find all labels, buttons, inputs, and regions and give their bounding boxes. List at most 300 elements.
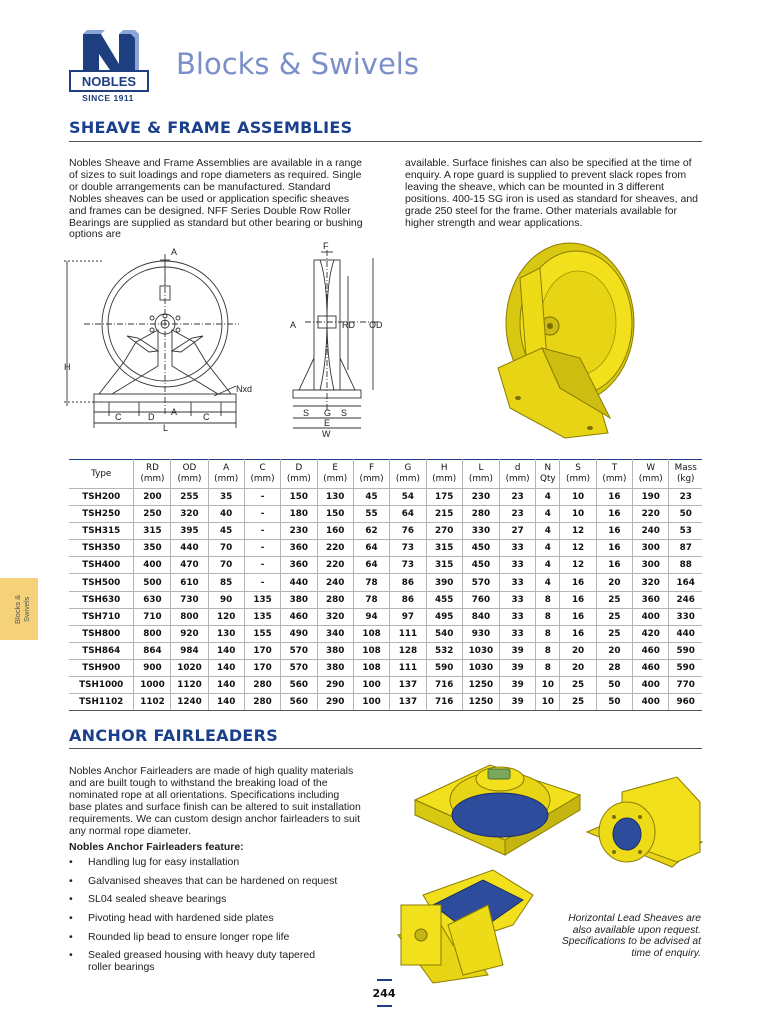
- features-list: [69, 857, 359, 981]
- table-cell: 25: [560, 694, 596, 711]
- logo-wordmark: NOBLES: [81, 74, 137, 89]
- table-cell: 380: [317, 659, 353, 676]
- svg-text:Nxd: Nxd: [236, 384, 253, 394]
- table-cell: TSH900: [69, 659, 134, 676]
- svg-text:D: D: [148, 412, 155, 422]
- table-cell: 97: [390, 608, 426, 625]
- table-cell: TSH350: [69, 540, 134, 557]
- table-cell: 170: [244, 642, 280, 659]
- list-item: • SL04 sealed sheave bearings: [69, 894, 359, 906]
- table-cell: 180: [281, 506, 317, 523]
- table-cell: 137: [390, 694, 426, 711]
- column-header: [171, 460, 208, 489]
- table-cell: 984: [171, 642, 208, 659]
- table-row: [69, 642, 702, 659]
- table-cell: 1250: [462, 694, 499, 711]
- table-cell: 137: [390, 677, 426, 694]
- column-header-unit: (mm): [323, 474, 348, 484]
- table-cell: 590: [669, 659, 702, 676]
- table-cell: 150: [317, 506, 353, 523]
- table-cell: 33: [499, 557, 535, 574]
- table-cell: 500: [134, 574, 171, 591]
- column-header-unit: (mm): [286, 474, 311, 484]
- column-header-unit: (mm): [566, 474, 591, 484]
- table-cell: 25: [596, 591, 632, 608]
- column-header: [69, 460, 134, 489]
- table-cell: 1030: [462, 642, 499, 659]
- table-cell: 73: [390, 540, 426, 557]
- table-cell: 64: [353, 540, 389, 557]
- table-cell: 78: [353, 574, 389, 591]
- table-cell: 290: [317, 677, 353, 694]
- table-cell: 87: [669, 540, 702, 557]
- table-cell: 20: [596, 642, 632, 659]
- table-cell: 470: [171, 557, 208, 574]
- table-cell: 320: [317, 608, 353, 625]
- table-cell: 39: [499, 677, 535, 694]
- table-cell: 140: [208, 694, 244, 711]
- table-cell: 175: [426, 489, 462, 506]
- table-cell: 460: [633, 642, 669, 659]
- fairleader-illustration-2: [582, 772, 707, 880]
- table-cell: 140: [208, 677, 244, 694]
- table-cell: 33: [499, 574, 535, 591]
- table-cell: TSH500: [69, 574, 134, 591]
- table-cell: 840: [462, 608, 499, 625]
- table-cell: 315: [426, 540, 462, 557]
- table-cell: 220: [317, 557, 353, 574]
- column-header-label: F: [369, 463, 375, 473]
- table-cell: 495: [426, 608, 462, 625]
- table-cell: 460: [633, 659, 669, 676]
- table-cell: -: [244, 574, 280, 591]
- table-cell: 590: [426, 659, 462, 676]
- table-cell: 610: [171, 574, 208, 591]
- table-cell: TSH710: [69, 608, 134, 625]
- svg-text:H: H: [64, 362, 71, 372]
- table-cell: 40: [208, 506, 244, 523]
- table-cell: 33: [499, 591, 535, 608]
- table-cell: 440: [281, 574, 317, 591]
- table-cell: 16: [560, 625, 596, 642]
- column-header-label: RD: [146, 463, 159, 473]
- svg-text:G: G: [324, 408, 332, 418]
- anchor-intro: Nobles Anchor Fairleaders are made of high quality materials and are built tough to withstand the breaking load of the nominated rope at all orientations. Specifications including base plates and surface finish can be altered to suit installation requirements. We can custom design anchor fairleaders to suit any normal rope diameter.: [69, 765, 361, 837]
- svg-text:A: A: [290, 320, 297, 330]
- svg-text:S: S: [303, 408, 310, 418]
- table-cell: 35: [208, 489, 244, 506]
- table-cell: 16: [596, 557, 632, 574]
- table-cell: 1000: [134, 677, 171, 694]
- page-title: Blocks & Swivels: [176, 47, 419, 81]
- table-cell: 760: [462, 591, 499, 608]
- table-cell: 8: [536, 642, 560, 659]
- column-header-label: N: [544, 463, 552, 473]
- table-cell: 23: [499, 506, 535, 523]
- table-cell: 710: [134, 608, 171, 625]
- table-cell: -: [244, 523, 280, 540]
- table-cell: 490: [281, 625, 317, 642]
- table-cell: 10: [536, 677, 560, 694]
- table-cell: -: [244, 557, 280, 574]
- table-cell: 240: [633, 523, 669, 540]
- table-cell: 400: [633, 608, 669, 625]
- table-cell: 8: [536, 608, 560, 625]
- table-cell: 4: [536, 523, 560, 540]
- table-cell: 340: [317, 625, 353, 642]
- table-cell: 1102: [134, 694, 171, 711]
- table-cell: 45: [208, 523, 244, 540]
- table-cell: 540: [426, 625, 462, 642]
- column-header-unit: (mm): [214, 474, 239, 484]
- table-row: [69, 659, 702, 676]
- table-cell: 16: [560, 591, 596, 608]
- table-cell: 108: [353, 659, 389, 676]
- column-header-unit: (mm): [468, 474, 493, 484]
- table-cell: 50: [596, 677, 632, 694]
- table-cell: 70: [208, 557, 244, 574]
- table-row: [69, 694, 702, 711]
- logo-since: SINCE 1911: [82, 93, 134, 103]
- table-row: [69, 506, 702, 523]
- front-view-drawing: [64, 246, 253, 436]
- svg-text:L: L: [163, 423, 169, 433]
- column-header-unit: (mm): [602, 474, 627, 484]
- table-cell: 1250: [462, 677, 499, 694]
- table-cell: 8: [536, 659, 560, 676]
- table-cell: 230: [462, 489, 499, 506]
- table-cell: 16: [596, 506, 632, 523]
- column-header-label: H: [440, 463, 448, 473]
- page-number: 244: [372, 987, 396, 1000]
- table-cell: 280: [462, 506, 499, 523]
- table-cell: 16: [560, 608, 596, 625]
- table-row: [69, 677, 702, 694]
- table-cell: 190: [633, 489, 669, 506]
- table-cell: 920: [171, 625, 208, 642]
- features-heading: Nobles Anchor Fairleaders feature:: [69, 841, 244, 853]
- table-body: [69, 489, 702, 711]
- table-cell: 90: [208, 591, 244, 608]
- table-cell: 930: [462, 625, 499, 642]
- table-cell: 200: [134, 489, 171, 506]
- table-cell: 590: [669, 642, 702, 659]
- table-cell: 246: [669, 591, 702, 608]
- fairleader-caption: Horizontal Lead Sheaves are also available upon request. Specifications to be advised at time of enquiry.: [561, 913, 701, 959]
- heading-rule: [69, 141, 702, 142]
- column-header-unit: (kg): [676, 474, 695, 484]
- table-cell: 128: [390, 642, 426, 659]
- table-cell: 16: [596, 489, 632, 506]
- table-cell: 1240: [171, 694, 208, 711]
- table-cell: 532: [426, 642, 462, 659]
- table-cell: 560: [281, 677, 317, 694]
- table-cell: 10: [560, 506, 596, 523]
- side-tab-label: Blocks & Swivels: [13, 594, 31, 624]
- sheave-frame-illustration: [490, 238, 650, 443]
- table-row: [69, 557, 702, 574]
- table-cell: 240: [317, 574, 353, 591]
- table-row: [69, 523, 702, 540]
- table-cell: 164: [669, 574, 702, 591]
- table-cell: 450: [462, 557, 499, 574]
- table-row: [69, 591, 702, 608]
- column-header-label: T: [611, 463, 618, 473]
- table-cell: TSH864: [69, 642, 134, 659]
- svg-text:S: S: [341, 408, 348, 418]
- table-cell: 155: [244, 625, 280, 642]
- table-cell: 16: [560, 574, 596, 591]
- column-header-unit: (mm): [250, 474, 275, 484]
- table-cell: 220: [317, 540, 353, 557]
- table-cell: 4: [536, 574, 560, 591]
- table-row: [69, 540, 702, 557]
- table-cell: 360: [281, 557, 317, 574]
- svg-text:W: W: [322, 429, 331, 439]
- column-header-label: C: [259, 463, 266, 473]
- column-header-label: D: [295, 463, 303, 473]
- table-cell: 220: [633, 506, 669, 523]
- table-cell: 140: [208, 642, 244, 659]
- table-cell: 108: [353, 642, 389, 659]
- table-cell: 160: [317, 523, 353, 540]
- table-row: [69, 489, 702, 506]
- table-cell: TSH250: [69, 506, 134, 523]
- table-cell: 64: [390, 506, 426, 523]
- table-cell: 16: [596, 540, 632, 557]
- table-cell: 1020: [171, 659, 208, 676]
- column-header-label: d: [514, 463, 521, 473]
- column-header-unit: (mm): [395, 474, 420, 484]
- table-cell: 250: [134, 506, 171, 523]
- table-cell: 64: [353, 557, 389, 574]
- table-cell: TSH800: [69, 625, 134, 642]
- table-cell: 170: [244, 659, 280, 676]
- table-cell: 50: [596, 694, 632, 711]
- column-header: [462, 460, 499, 489]
- table-cell: 770: [669, 677, 702, 694]
- table-cell: 960: [669, 694, 702, 711]
- sheave-heading: SHEAVE & FRAME ASSEMBLIES: [69, 118, 353, 137]
- table-cell: 4: [536, 540, 560, 557]
- table-cell: TSH1000: [69, 677, 134, 694]
- table-cell: 360: [633, 591, 669, 608]
- column-header-unit: (mm): [505, 474, 530, 484]
- list-item: • Galvanised sheaves that can be hardened on request: [69, 876, 359, 888]
- table-cell: 330: [669, 608, 702, 625]
- table-cell: 320: [171, 506, 208, 523]
- table-cell: 12: [560, 540, 596, 557]
- table-cell: 12: [560, 523, 596, 540]
- table-cell: 800: [171, 608, 208, 625]
- table-cell: 62: [353, 523, 389, 540]
- table-cell: 300: [633, 557, 669, 574]
- column-header-label: E: [332, 463, 338, 473]
- table-cell: 716: [426, 677, 462, 694]
- table-cell: 440: [171, 540, 208, 557]
- table-cell: 4: [536, 489, 560, 506]
- table-cell: 23: [669, 489, 702, 506]
- table-cell: 1030: [462, 659, 499, 676]
- column-header-unit: (mm): [359, 474, 384, 484]
- table-cell: 20: [596, 574, 632, 591]
- table-cell: 76: [390, 523, 426, 540]
- svg-text:C: C: [115, 412, 122, 422]
- table-cell: 360: [281, 540, 317, 557]
- column-header: [281, 460, 317, 489]
- anchor-heading-rule: [69, 748, 702, 749]
- table-cell: 86: [390, 574, 426, 591]
- side-tab: [0, 578, 38, 640]
- svg-text:E: E: [324, 418, 331, 428]
- column-header: [317, 460, 353, 489]
- table-cell: 4: [536, 506, 560, 523]
- table-cell: 45: [353, 489, 389, 506]
- table-cell: 630: [134, 591, 171, 608]
- table-cell: 53: [669, 523, 702, 540]
- column-header: [536, 460, 560, 489]
- table-cell: 20: [560, 642, 596, 659]
- table-cell: 135: [244, 608, 280, 625]
- table-cell: 280: [244, 694, 280, 711]
- table-cell: 420: [633, 625, 669, 642]
- table-cell: 570: [281, 642, 317, 659]
- list-item: • Sealed greased housing with heavy duty tapered roller bearings: [69, 950, 328, 973]
- table-cell: 280: [317, 591, 353, 608]
- table-cell: 23: [499, 489, 535, 506]
- sheave-paragraph-1: Nobles Sheave and Frame Assemblies are available in a range of sizes to suit loadings and rope diameters as required. Single or double arrangements can be manufactured. Standard Nobles sheaves can be used or application specific sheaves and frames can be designed. NFF Series Double Row Roller Bearings are supplied as standard but other bearing or bushing options are: [69, 157, 363, 241]
- table-cell: 395: [171, 523, 208, 540]
- table-cell: 33: [499, 540, 535, 557]
- table-cell: TSH1102: [69, 694, 134, 711]
- column-header: [134, 460, 171, 489]
- table-cell: 100: [353, 677, 389, 694]
- list-item: • Rounded lip bead to ensure longer rope life: [69, 932, 359, 944]
- table-cell: 70: [208, 540, 244, 557]
- table-cell: 39: [499, 642, 535, 659]
- column-header: [560, 460, 596, 489]
- table-cell: 864: [134, 642, 171, 659]
- table-cell: 400: [134, 557, 171, 574]
- table-cell: -: [244, 489, 280, 506]
- column-header: [596, 460, 632, 489]
- svg-text:C: C: [203, 412, 210, 422]
- table-cell: 716: [426, 694, 462, 711]
- column-header: [633, 460, 669, 489]
- table-cell: 94: [353, 608, 389, 625]
- anchor-heading: ANCHOR FAIRLEADERS: [69, 726, 279, 745]
- page-number-bar-bottom: [377, 1005, 392, 1007]
- column-header: [208, 460, 244, 489]
- table-cell: 12: [560, 557, 596, 574]
- column-header-unit: (mm): [638, 474, 663, 484]
- svg-text:F: F: [323, 241, 329, 251]
- table-cell: 55: [353, 506, 389, 523]
- table-cell: 50: [669, 506, 702, 523]
- column-header: [353, 460, 389, 489]
- table-header-row: [69, 460, 702, 489]
- table-cell: 39: [499, 694, 535, 711]
- table-cell: 10: [536, 694, 560, 711]
- table-cell: TSH630: [69, 591, 134, 608]
- table-cell: 135: [244, 591, 280, 608]
- column-header-label: S: [575, 463, 581, 473]
- table-cell: 570: [462, 574, 499, 591]
- table-cell: 560: [281, 694, 317, 711]
- column-header-label: OD: [182, 463, 197, 473]
- table-cell: 33: [499, 608, 535, 625]
- column-header: [244, 460, 280, 489]
- table-cell: 900: [134, 659, 171, 676]
- table-cell: 255: [171, 489, 208, 506]
- table-cell: 290: [317, 694, 353, 711]
- list-item: • Pivoting head with hardened side plates: [69, 913, 359, 925]
- table-cell: -: [244, 506, 280, 523]
- table-cell: 215: [426, 506, 462, 523]
- sheave-paragraph-2: available. Surface finishes can also be specified at the time of enquiry. A rope guard is supplied to prevent slack ropes from leaving the sheave, which can be mounted in 3 different positions. 400-15 SG iron is used as standard for sheaves, and grade 250 steel for the frame. Other materials available for higher strength and wear applications.: [405, 157, 699, 229]
- table-cell: 130: [317, 489, 353, 506]
- table-cell: 100: [353, 694, 389, 711]
- table-cell: 78: [353, 591, 389, 608]
- table-cell: 300: [633, 540, 669, 557]
- column-header-label: L: [478, 463, 484, 473]
- table-cell: 8: [536, 625, 560, 642]
- table-cell: 25: [560, 677, 596, 694]
- table-cell: 400: [633, 677, 669, 694]
- table-cell: 8: [536, 591, 560, 608]
- table-cell: 150: [281, 489, 317, 506]
- table-cell: 320: [633, 574, 669, 591]
- table-cell: 440: [669, 625, 702, 642]
- table-cell: 230: [281, 523, 317, 540]
- table-cell: 130: [208, 625, 244, 642]
- table-cell: 111: [390, 625, 426, 642]
- table-cell: TSH200: [69, 489, 134, 506]
- fairleader-illustration-3: [393, 865, 543, 985]
- table-cell: 1120: [171, 677, 208, 694]
- table-cell: 390: [426, 574, 462, 591]
- column-header-unit: (mm): [140, 474, 165, 484]
- column-header-label: A: [223, 463, 230, 473]
- table-cell: 4: [536, 557, 560, 574]
- table-cell: 25: [596, 625, 632, 642]
- table-cell: 280: [244, 677, 280, 694]
- table-row: [69, 625, 702, 642]
- table-cell: 88: [669, 557, 702, 574]
- table-row: [69, 608, 702, 625]
- table-cell: 315: [134, 523, 171, 540]
- table-cell: 455: [426, 591, 462, 608]
- column-header-unit: Qty: [540, 474, 556, 484]
- table-row: [69, 574, 702, 591]
- column-header-label: Mass: [674, 463, 697, 473]
- table-cell: 39: [499, 659, 535, 676]
- table-cell: 350: [134, 540, 171, 557]
- table-cell: 120: [208, 608, 244, 625]
- table-cell: 10: [560, 489, 596, 506]
- svg-text:A: A: [171, 247, 178, 257]
- table-cell: 73: [390, 557, 426, 574]
- table-cell: 108: [353, 625, 389, 642]
- table-cell: 380: [281, 591, 317, 608]
- column-header: [499, 460, 535, 489]
- column-header-label: W: [646, 463, 656, 473]
- table-cell: 54: [390, 489, 426, 506]
- table-cell: 16: [596, 523, 632, 540]
- sheave-spec-table: [69, 459, 702, 711]
- table-cell: 28: [596, 659, 632, 676]
- table-cell: 570: [281, 659, 317, 676]
